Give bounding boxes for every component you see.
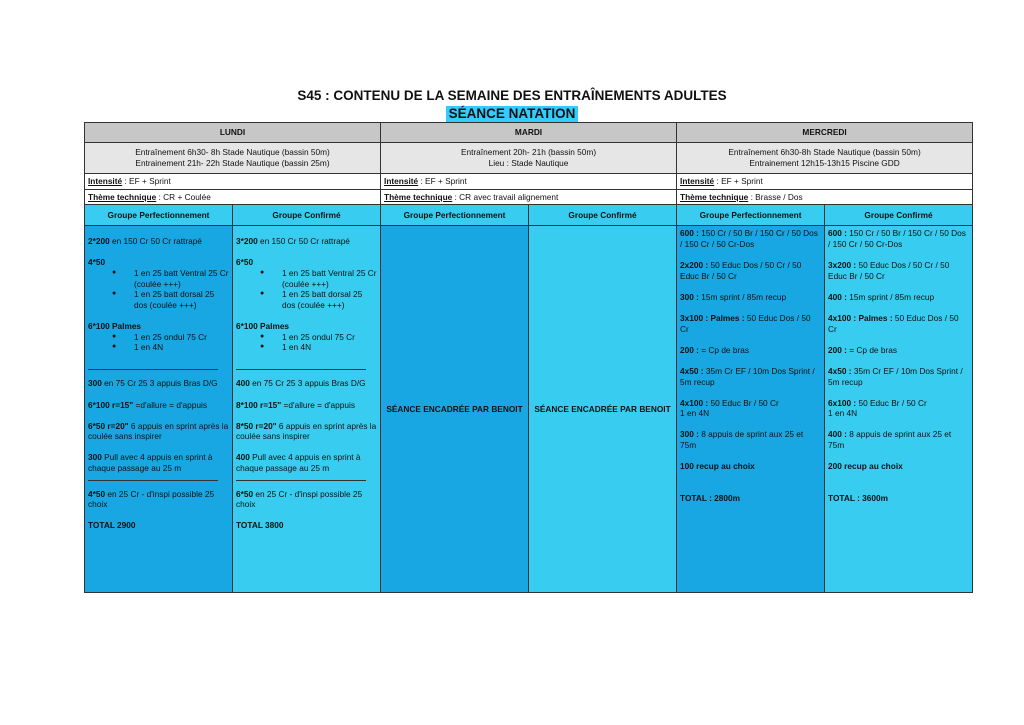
set-line [680, 313, 821, 334]
set-line [236, 421, 377, 442]
set-line [88, 452, 229, 473]
set-line [236, 400, 377, 411]
set-desc: en 75 Cr 25 3 appuis Bras D/G [249, 378, 366, 389]
set-count: 4x100 : Palmes : [828, 312, 893, 323]
intensity-mardi [381, 174, 677, 190]
day-header-row [85, 123, 973, 143]
set-count: 2x200 : [680, 259, 709, 270]
set-desc: 50 Educ Dos / 50 Cr [680, 312, 811, 334]
set-count: 600 : [828, 228, 847, 239]
theme-label: Thème technique [680, 191, 749, 202]
theme-lundi [85, 189, 381, 205]
session-info-mardi [381, 143, 677, 174]
spacer [236, 353, 377, 364]
group-header-perf: Groupe Perfectionnement [85, 205, 233, 226]
spacer [680, 249, 821, 260]
spacer [680, 355, 821, 366]
set-desc: =d'allure = d'appuis [281, 399, 355, 410]
lundi-perf-cell [85, 226, 233, 593]
spacer [828, 387, 969, 398]
spacer [88, 442, 229, 453]
set-line [88, 489, 229, 510]
set-line [236, 489, 377, 510]
intensity-row [85, 174, 973, 190]
set-line [680, 260, 821, 281]
total-label: TOTAL 2900 [88, 520, 136, 531]
theme-mardi [381, 189, 677, 205]
intensity-label: Intensité [88, 176, 123, 186]
set-count: 300 [88, 452, 102, 463]
set-line [236, 236, 377, 247]
set-desc: 1 en 4N [680, 408, 710, 419]
list-item: ● 1 en 4N [282, 342, 377, 353]
set-desc: en 150 Cr 50 Cr rattrapé [109, 236, 202, 247]
set-count: 4x100 : [680, 397, 709, 408]
set-count: 200 : [680, 344, 699, 355]
spacer [88, 247, 229, 258]
spacer [88, 353, 229, 364]
spacer [680, 302, 821, 313]
intensity-lundi [85, 174, 381, 190]
set-count: 6*100 Palmes [88, 320, 142, 331]
set-count: 8*50 r=20" [236, 420, 277, 431]
set-desc: 50 Educ Br / 50 Cr [708, 397, 779, 408]
set-desc: en 25 Cr - d'inspi possible 25 choix [236, 488, 363, 510]
spacer [828, 355, 969, 366]
session-line: Lieu : Stade Nautique [488, 158, 569, 168]
set-line [828, 228, 969, 249]
set-desc: 150 Cr / 50 Br / 150 Cr / 50 Dos / 150 Cr / 50 Cr-Dos [680, 228, 818, 249]
session-line: Entraînement 20h- 21h (bassin 50m) [460, 147, 597, 158]
set-count: 300 : [680, 429, 699, 440]
set-desc: 6 appuis en sprint après la coulée sans inspirer [236, 420, 377, 442]
set-count: 4x50 : [680, 365, 704, 376]
total-label: TOTAL : 3600m [828, 493, 888, 504]
theme-value: : Brasse / Dos [748, 191, 803, 202]
spacer [236, 389, 377, 400]
set-desc: = Cp de bras [698, 344, 749, 355]
set-line [236, 378, 377, 389]
set-count: 600 : [680, 228, 699, 239]
page-subtitle: SÉANCE NATATION [446, 106, 579, 122]
lundi-conf-cell [233, 226, 381, 593]
set-line [680, 398, 821, 409]
set-count: 2*200 [88, 236, 110, 247]
set-count: 6*50 [236, 488, 254, 499]
set-desc: 150 Cr / 50 Br / 150 Cr / 50 Dos / 150 Cr / 50 Cr-Dos [828, 228, 966, 249]
group-header-perf: Groupe Perfectionnement [381, 205, 529, 226]
set-desc: 50 Educ Dos / 50 Cr / 50 Educ Br / 50 Cr [828, 259, 950, 281]
set-desc: en 25 Cr - d'inspi possible 25 choix [88, 488, 215, 510]
set-line [828, 313, 969, 334]
bullet-list [236, 268, 377, 310]
set-count: 4x50 : [828, 365, 852, 376]
list-item: ● 1 en 25 ondul 75 Cr [282, 332, 377, 343]
set-count: 3*200 [236, 236, 258, 247]
set-count: 6*50 r=20" [88, 420, 129, 431]
session-line: Entraînement 6h30- 8h Stade Nautique (bassin 50m) [135, 147, 330, 158]
set-line [828, 260, 969, 281]
bullet-list [88, 268, 229, 310]
set-line [680, 228, 821, 249]
session-row [85, 143, 973, 174]
group-header-row [85, 205, 973, 226]
mercredi-perf-cell [677, 226, 825, 593]
session-line: Entraînement 6h30-8h Stade Nautique (bassin 50m) [728, 147, 921, 158]
set-desc: 50 Educ Dos / 50 Cr [828, 312, 959, 334]
set-line [88, 400, 229, 411]
day-header-mercredi: MERCREDI [677, 123, 973, 143]
list-item: ● 1 en 25 ondul 75 Cr [134, 332, 229, 343]
set-line [236, 452, 377, 473]
set-line [828, 345, 969, 356]
spacer [680, 387, 821, 398]
spacer [236, 310, 377, 321]
session-line: Entrainement 21h- 22h Stade Nautique (bassin 25m) [135, 158, 330, 168]
set-count: 6*100 Palmes [236, 320, 290, 331]
set-line [88, 236, 229, 247]
group-header-conf: Groupe Confirmé [825, 205, 973, 226]
set-desc: 15m sprint / 85m recup [846, 291, 935, 302]
set-count: 300 : [680, 291, 699, 302]
set-desc: en 150 Cr 50 Cr rattrapé [257, 236, 350, 247]
spacer [236, 410, 377, 421]
spacer [88, 389, 229, 400]
set-desc: 8 appuis de sprint aux 25 et 75m [680, 429, 804, 451]
session-info-mercredi [677, 143, 973, 174]
group-header-perf: Groupe Perfectionnement [677, 205, 825, 226]
spacer [828, 472, 969, 483]
spacer [236, 510, 377, 521]
intensity-value: : EF + Sprint [122, 176, 171, 186]
spacer [680, 281, 821, 292]
set-count: 400 [236, 378, 250, 389]
set-desc: Pull avec 4 appuis en sprint à chaque passage au 25 m [236, 452, 361, 474]
set-desc: 35m Cr EF / 10m Dos Sprint / 5m recup [828, 365, 963, 387]
set-line [680, 345, 821, 356]
set-line [680, 366, 821, 387]
set-desc: 15m sprint / 85m recup [698, 291, 787, 302]
day-header-mardi: MARDI [381, 123, 677, 143]
content-row [85, 226, 973, 593]
set-desc: 35m Cr EF / 10m Dos Sprint / 5m recup [680, 365, 815, 387]
set-line [680, 292, 821, 303]
separator [236, 369, 366, 370]
mercredi-conf-cell [825, 226, 973, 593]
set-desc: 50 Educ Br / 50 Cr [856, 397, 927, 408]
set-count: 3x100 : Palmes : [680, 312, 745, 323]
set-count: 6*50 [236, 257, 254, 268]
intensity-label: Intensité [384, 176, 419, 186]
list-item: ● 1 en 4N [134, 342, 229, 353]
separator [88, 480, 218, 481]
set-desc: = Cp de bras [846, 344, 897, 355]
spacer [236, 247, 377, 258]
set-line [828, 292, 969, 303]
set-line [680, 429, 821, 450]
intensity-value: : EF + Sprint [714, 176, 763, 186]
total-label: TOTAL : 2800m [680, 493, 740, 504]
separator [88, 369, 218, 370]
spacer [828, 302, 969, 313]
set-desc: 8 appuis de sprint aux 25 et 75m [828, 429, 952, 451]
separator [236, 480, 366, 481]
set-count: 3x200 : [828, 259, 857, 270]
session-line: Entrainement 12h15-13h15 Piscine GDD [749, 158, 900, 168]
set-count: 4*50 [88, 257, 106, 268]
mardi-conf-cell: SÉANCE ENCADRÉE PAR BENOIT [529, 226, 677, 593]
list-item: ● 1 en 25 batt Ventral 25 Cr (coulée +++) [282, 268, 377, 289]
list-item: ● 1 en 25 batt Ventral 25 Cr (coulée +++) [134, 268, 229, 289]
set-count: 6*100 r=15" [88, 399, 134, 410]
set-line [828, 366, 969, 387]
spacer [680, 334, 821, 345]
list-item: ● 1 en 25 batt dorsal 25 dos (coulée +++) [134, 289, 229, 310]
set-line [88, 378, 229, 389]
list-item: ● 1 en 25 batt dorsal 25 dos (coulée +++) [282, 289, 377, 310]
intensity-value: : EF + Sprint [418, 176, 467, 186]
spacer [828, 451, 969, 462]
spacer [680, 451, 821, 462]
theme-mercredi [677, 189, 973, 205]
spacer [680, 482, 821, 493]
set-count: 300 [88, 378, 102, 389]
spacer [88, 510, 229, 521]
subtitle-wrap [0, 105, 1024, 123]
spacer [828, 281, 969, 292]
set-count: 400 : [828, 291, 847, 302]
bullet-list [88, 332, 229, 353]
set-count: 400 : [828, 429, 847, 440]
set-desc: 50 Educ Dos / 50 Cr / 50 Educ Br / 50 Cr [680, 259, 802, 281]
theme-value: : CR + Coulée [156, 191, 211, 202]
spacer [88, 310, 229, 321]
group-header-conf: Groupe Confirmé [233, 205, 381, 226]
theme-label: Thème technique [88, 191, 157, 202]
intensity-label: Intensité [680, 176, 715, 186]
set-desc: en 75 Cr 25 3 appuis Bras D/G [101, 378, 218, 389]
set-count: 200 recup au choix [828, 461, 903, 472]
page-title: S45 : CONTENU DE LA SEMAINE DES ENTRAÎNEMENTS ADULTES [297, 88, 727, 103]
session-info-lundi [85, 143, 381, 174]
intensity-mercredi [677, 174, 973, 190]
total-label: TOTAL 3800 [236, 520, 284, 531]
set-desc: Pull avec 4 appuis en sprint à chaque passage au 25 m [88, 452, 213, 474]
group-header-conf: Groupe Confirmé [529, 205, 677, 226]
spacer [680, 472, 821, 483]
set-desc: 6 appuis en sprint après la coulée sans inspirer [88, 420, 229, 442]
theme-row [85, 189, 973, 205]
set-count: 400 [236, 452, 250, 463]
spacer [828, 419, 969, 430]
spacer [88, 410, 229, 421]
mardi-perf-cell: SÉANCE ENCADRÉE PAR BENOIT [381, 226, 529, 593]
set-count: 100 recup au choix [680, 461, 755, 472]
spacer [236, 442, 377, 453]
set-line [88, 421, 229, 442]
set-desc: 1 en 4N [828, 408, 858, 419]
theme-label: Thème technique [384, 191, 453, 202]
theme-value: : CR avec travail alignement [452, 191, 559, 202]
training-table [84, 122, 973, 593]
set-desc: =d'allure = d'appuis [133, 399, 207, 410]
set-line [828, 398, 969, 409]
set-count: 6x100 : [828, 397, 857, 408]
spacer [828, 249, 969, 260]
set-count: 4*50 [88, 488, 106, 499]
set-count: 200 : [828, 344, 847, 355]
bullet-list [236, 332, 377, 353]
spacer [828, 482, 969, 493]
spacer [828, 334, 969, 345]
set-count: 8*100 r=15" [236, 399, 282, 410]
spacer [680, 419, 821, 430]
day-header-lundi: LUNDI [85, 123, 381, 143]
set-line [828, 429, 969, 450]
